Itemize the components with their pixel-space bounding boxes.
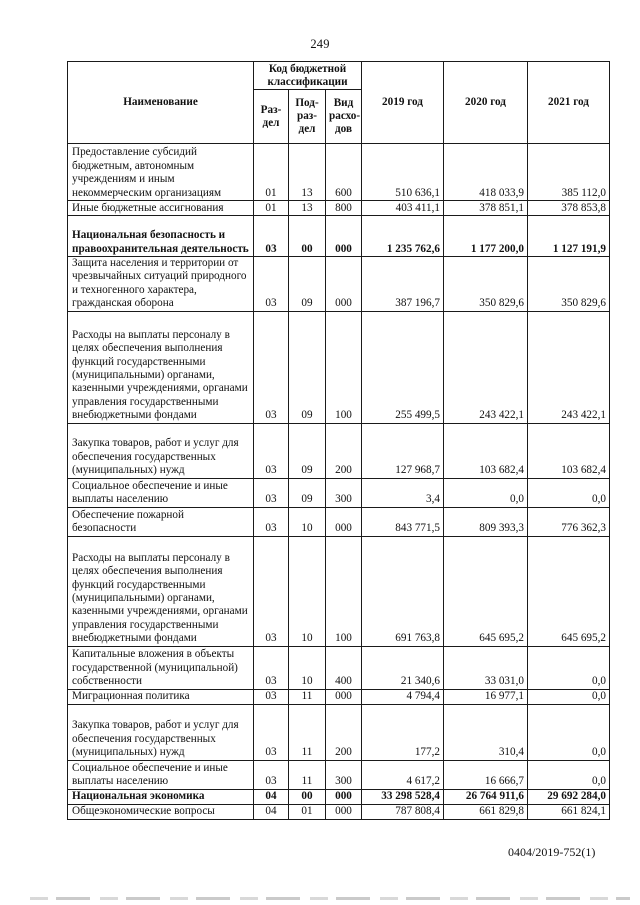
table-row: [68, 216, 610, 257]
cell-vid: 800: [326, 201, 362, 216]
document-code: 0404/2019-752(1): [508, 845, 596, 859]
cell-2021: 378 853,8: [528, 201, 610, 216]
cell-2020: 33 031,0: [444, 646, 528, 689]
cell-2019: 127 968,7: [362, 423, 444, 478]
cell-razdel: 01: [254, 201, 289, 216]
cell-podrazdel: 00: [289, 789, 326, 804]
cell-vid: 400: [326, 646, 362, 689]
cell-vid: 300: [326, 760, 362, 789]
cell-name: Миграционная политика: [68, 689, 254, 704]
cell-vid: 000: [326, 689, 362, 704]
cell-name: Предоставление субсидий бюджетным, автономным учреждениям и иным некоммерческим организациям: [68, 144, 254, 201]
cell-razdel: 03: [254, 507, 289, 536]
cell-2021: 0,0: [528, 704, 610, 760]
cell-2021: 350 829,6: [528, 257, 610, 312]
cell-podrazdel: 11: [289, 704, 326, 760]
cell-2019: 4 617,2: [362, 760, 444, 789]
cell-2020: 1 177 200,0: [444, 216, 528, 257]
table-row: [68, 536, 610, 646]
header-2021: 2021 год: [528, 62, 610, 144]
cell-name: Социальное обеспечение и иные выплаты населению: [68, 760, 254, 789]
cell-vid: 000: [326, 804, 362, 819]
table-row: [68, 423, 610, 478]
header-razdel: Раз- дел: [254, 90, 289, 144]
cell-name: Расходы на выплаты персоналу в целях обеспечения выполнения функций государственными (муниципальными) органами, казенными учреждениями, органами управления государственными внебюджетными фондами: [68, 311, 254, 423]
cell-2019: 403 411,1: [362, 201, 444, 216]
cell-vid: 200: [326, 423, 362, 478]
cell-name: Капитальные вложения в объекты государственной (муниципальной) собственности: [68, 646, 254, 689]
cell-razdel: 03: [254, 216, 289, 257]
cell-name: Социальное обеспечение и иные выплаты населению: [68, 478, 254, 507]
cell-name: Обеспечение пожарной безопасности: [68, 507, 254, 536]
cell-podrazdel: 09: [289, 257, 326, 312]
cell-razdel: 03: [254, 536, 289, 646]
cell-2020: 243 422,1: [444, 311, 528, 423]
cell-2020: 418 033,9: [444, 144, 528, 201]
cell-2019: 387 196,7: [362, 257, 444, 312]
cell-name: Иные бюджетные ассигнования: [68, 201, 254, 216]
cell-podrazdel: 00: [289, 216, 326, 257]
cell-vid: 600: [326, 144, 362, 201]
cell-podrazdel: 09: [289, 311, 326, 423]
cell-podrazdel: 13: [289, 144, 326, 201]
cell-2021: 0,0: [528, 760, 610, 789]
cell-2020: 809 393,3: [444, 507, 528, 536]
cell-2021: 385 112,0: [528, 144, 610, 201]
cell-name: Национальная экономика: [68, 789, 254, 804]
cell-vid: 000: [326, 257, 362, 312]
table-row: [68, 704, 610, 760]
cell-2019: 843 771,5: [362, 507, 444, 536]
header-code-group: Код бюджетной классификации: [254, 62, 362, 90]
cell-name: Защита населения и территории от чрезвычайных ситуаций природного и техногенного характера, гражданская оборона: [68, 257, 254, 312]
cell-2021: 103 682,4: [528, 423, 610, 478]
budget-table: [67, 61, 610, 820]
table-row: [68, 789, 610, 804]
table-row: [68, 478, 610, 507]
cell-podrazdel: 01: [289, 804, 326, 819]
header-2019: 2019 год: [362, 62, 444, 144]
table-row: [68, 507, 610, 536]
cell-razdel: 01: [254, 144, 289, 201]
cell-2020: 378 851,1: [444, 201, 528, 216]
table-row: [68, 646, 610, 689]
table-row: [68, 201, 610, 216]
header-name: Наименование: [68, 62, 254, 144]
cell-razdel: 03: [254, 760, 289, 789]
cell-2019: 787 808,4: [362, 804, 444, 819]
cell-podrazdel: 10: [289, 507, 326, 536]
table-row: [68, 804, 610, 819]
header-2020: 2020 год: [444, 62, 528, 144]
cell-2020: 0,0: [444, 478, 528, 507]
table-body: [68, 144, 610, 820]
table-row: [68, 257, 610, 312]
table-row: [68, 760, 610, 789]
cell-razdel: 03: [254, 311, 289, 423]
cell-razdel: 03: [254, 646, 289, 689]
cell-name: Закупка товаров, работ и услуг для обеспечения государственных (муниципальных) нужд: [68, 423, 254, 478]
cell-2021: 0,0: [528, 646, 610, 689]
cell-podrazdel: 11: [289, 760, 326, 789]
cell-2019: 177,2: [362, 704, 444, 760]
cell-2019: 4 794,4: [362, 689, 444, 704]
table-row: [68, 311, 610, 423]
cell-vid: 000: [326, 216, 362, 257]
cell-razdel: 03: [254, 704, 289, 760]
scan-edge-artifact: [30, 897, 630, 900]
cell-vid: 000: [326, 789, 362, 804]
header-podrazdel: Под- раз- дел: [289, 90, 326, 144]
cell-2019: 21 340,6: [362, 646, 444, 689]
cell-2019: 1 235 762,6: [362, 216, 444, 257]
cell-2020: 26 764 911,6: [444, 789, 528, 804]
cell-2019: 510 636,1: [362, 144, 444, 201]
cell-2021: 0,0: [528, 478, 610, 507]
table-row: [68, 144, 610, 201]
page-number: 249: [310, 37, 330, 51]
cell-2021: 243 422,1: [528, 311, 610, 423]
cell-2019: 33 298 528,4: [362, 789, 444, 804]
cell-razdel: 03: [254, 478, 289, 507]
cell-vid: 200: [326, 704, 362, 760]
header-vid: Вид расхо- дов: [326, 90, 362, 144]
cell-razdel: 03: [254, 689, 289, 704]
cell-name: Общеэкономические вопросы: [68, 804, 254, 819]
cell-2020: 310,4: [444, 704, 528, 760]
cell-podrazdel: 09: [289, 478, 326, 507]
cell-podrazdel: 11: [289, 689, 326, 704]
cell-2021: 776 362,3: [528, 507, 610, 536]
cell-name: Национальная безопасность и правоохранительная деятельность: [68, 216, 254, 257]
cell-podrazdel: 10: [289, 536, 326, 646]
cell-2020: 16 666,7: [444, 760, 528, 789]
cell-podrazdel: 10: [289, 646, 326, 689]
cell-podrazdel: 09: [289, 423, 326, 478]
table-row: [68, 689, 610, 704]
cell-2019: 255 499,5: [362, 311, 444, 423]
cell-vid: 100: [326, 536, 362, 646]
cell-2020: 645 695,2: [444, 536, 528, 646]
cell-razdel: 03: [254, 257, 289, 312]
cell-2021: 645 695,2: [528, 536, 610, 646]
cell-razdel: 04: [254, 804, 289, 819]
cell-2021: 29 692 284,0: [528, 789, 610, 804]
cell-name: Расходы на выплаты персоналу в целях обеспечения выполнения функций государственными (муниципальными) органами, казенными учреждениями, органами управления государственными внебюджетными фондами: [68, 536, 254, 646]
cell-name: Закупка товаров, работ и услуг для обеспечения государственных (муниципальных) нужд: [68, 704, 254, 760]
cell-vid: 100: [326, 311, 362, 423]
cell-2021: 661 824,1: [528, 804, 610, 819]
cell-2019: 691 763,8: [362, 536, 444, 646]
cell-vid: 300: [326, 478, 362, 507]
cell-vid: 000: [326, 507, 362, 536]
cell-2020: 103 682,4: [444, 423, 528, 478]
cell-2020: 661 829,8: [444, 804, 528, 819]
cell-2021: 0,0: [528, 689, 610, 704]
cell-2019: 3,4: [362, 478, 444, 507]
cell-podrazdel: 13: [289, 201, 326, 216]
cell-2020: 16 977,1: [444, 689, 528, 704]
cell-razdel: 03: [254, 423, 289, 478]
cell-razdel: 04: [254, 789, 289, 804]
cell-2021: 1 127 191,9: [528, 216, 610, 257]
cell-2020: 350 829,6: [444, 257, 528, 312]
